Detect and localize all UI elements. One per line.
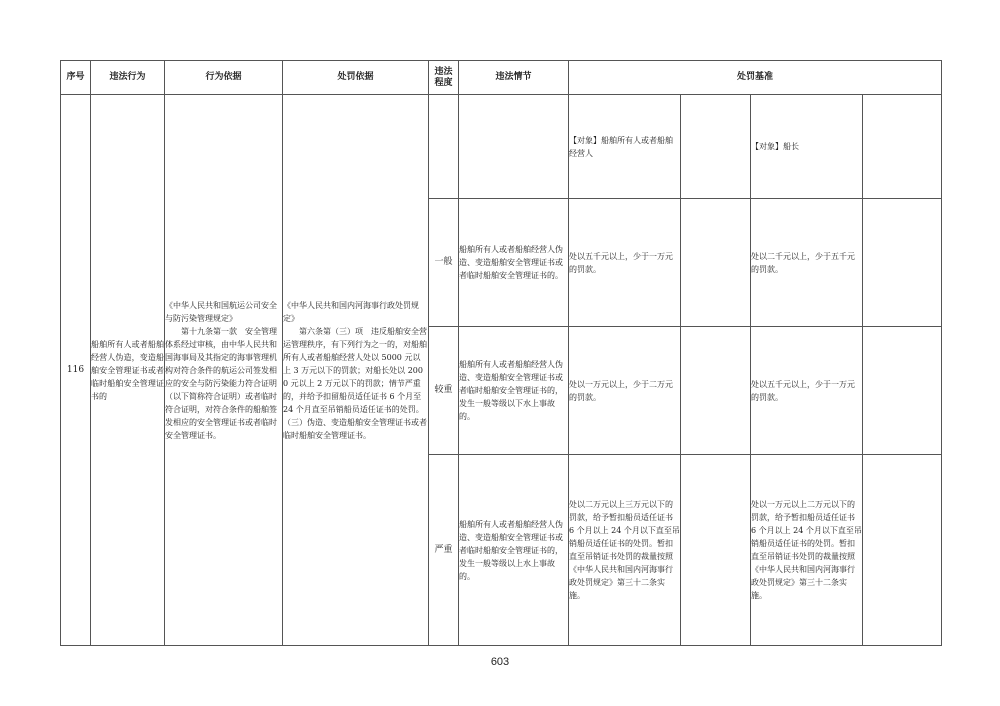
degree-cell: 严重 [429,455,459,646]
blank-cell [863,199,942,327]
penalty-basis-cell: 《中华人民共和国内河海事行政处罚规定》 第六条第（三）项 违反船舶安全营运管理秩序，有下列行为之一的，对船舶所有人或者船舶经营人处以 5000 元以上 3 万元以下的罚款；对船长处以 2000 元以上 2 万元以下的罚款；情节严重的，并给予扣留船员适任证书 6 个月至 24 个月直至吊销船员适任证书的处罚。 （三）伪造、变造船舶安全管理证书或者临时船舶安全管理证书。 [283,95,429,646]
target-captain-cell: 【对象】船长 [751,95,863,199]
page-number: 603 [490,656,510,668]
degree-blank-cell [429,95,459,199]
header-plot: 违法情节 [459,61,569,95]
table-row-target [61,95,942,199]
owner-penalty-cell: 处以二万元以上三万元以下的罚款，给予暂扣船员适任证书 6 个月以上 24 个月以下直至吊销船员适任证书的处罚。暂扣直至吊销证书处罚的裁量按照《中华人民共和国内河海事行政处罚规定》第三十二条实施。 [569,455,681,646]
penalty-standard-table [60,60,942,646]
seq-cell: 116 [61,95,91,646]
captain-penalty-cell: 处以一万元以上二万元以下的罚款，给予暂扣船员适任证书 6 个月以上 24 个月以下直至吊销船员适任证书的处罚。暂扣直至吊销证书处罚的裁量按照《中华人民共和国内河海事行政处罚规定》第三十二条实施。 [751,455,863,646]
plot-cell: 船舶所有人或者船舶经营人伪造、变造船舶安全管理证书或者临时船舶安全管理证书的，发生一般等级以下水上事故的。 [459,327,569,455]
header-standard: 处罚基准 [569,61,942,95]
blank-cell [681,455,751,646]
header-act: 违法行为 [91,61,165,95]
degree-cell: 较重 [429,327,459,455]
header-seq: 序号 [61,61,91,95]
plot-cell: 船舶所有人或者船舶经营人伪造、变造船舶安全管理证书或者临时船舶安全管理证书的，发生一般等级以上水上事故的。 [459,455,569,646]
degree-cell: 一般 [429,199,459,327]
header-degree: 违法 程度 [429,61,459,95]
plot-cell: 船舶所有人或者船舶经营人伪造、变造船舶安全管理证书或者临时船舶安全管理证书的。 [459,199,569,327]
blank-cell [681,199,751,327]
target-owner-cell: 【对象】船舶所有人或者船舶经营人 [569,95,681,199]
blank-cell [681,327,751,455]
blank-cell [863,95,942,199]
owner-penalty-cell: 处以一万元以上，少于二万元的罚款。 [569,327,681,455]
captain-penalty-cell: 处以五千元以上，少于一万元的罚款。 [751,327,863,455]
blank-cell [681,95,751,199]
header-penalty-basis: 处罚依据 [283,61,429,95]
blank-cell [863,327,942,455]
header-row [61,61,942,95]
owner-penalty-cell: 处以五千元以上，少于一万元的罚款。 [569,199,681,327]
violation-act-cell: 船舶所有人或者船舶经营人伪造，变造船舶安全管理证书或者临时船舶安全管理证书的 [91,95,165,646]
plot-blank-cell [459,95,569,199]
captain-penalty-cell: 处以二千元以上，少于五千元的罚款。 [751,199,863,327]
conduct-basis-cell: 《中华人民共和国航运公司安全与防污染管理规定》 第十九条第一款 安全管理体系经过审核，由中华人民共和国海事局及其指定的海事管理机构对符合条件的航运公司签发相应的安全与防污染能力符合证明（以下简称符合证明）或者临时符合证明，对符合条件的船舶签发相应的安全管理证书或者临时安全管理证书。 [165,95,283,646]
blank-cell [863,455,942,646]
header-basis: 行为依据 [165,61,283,95]
